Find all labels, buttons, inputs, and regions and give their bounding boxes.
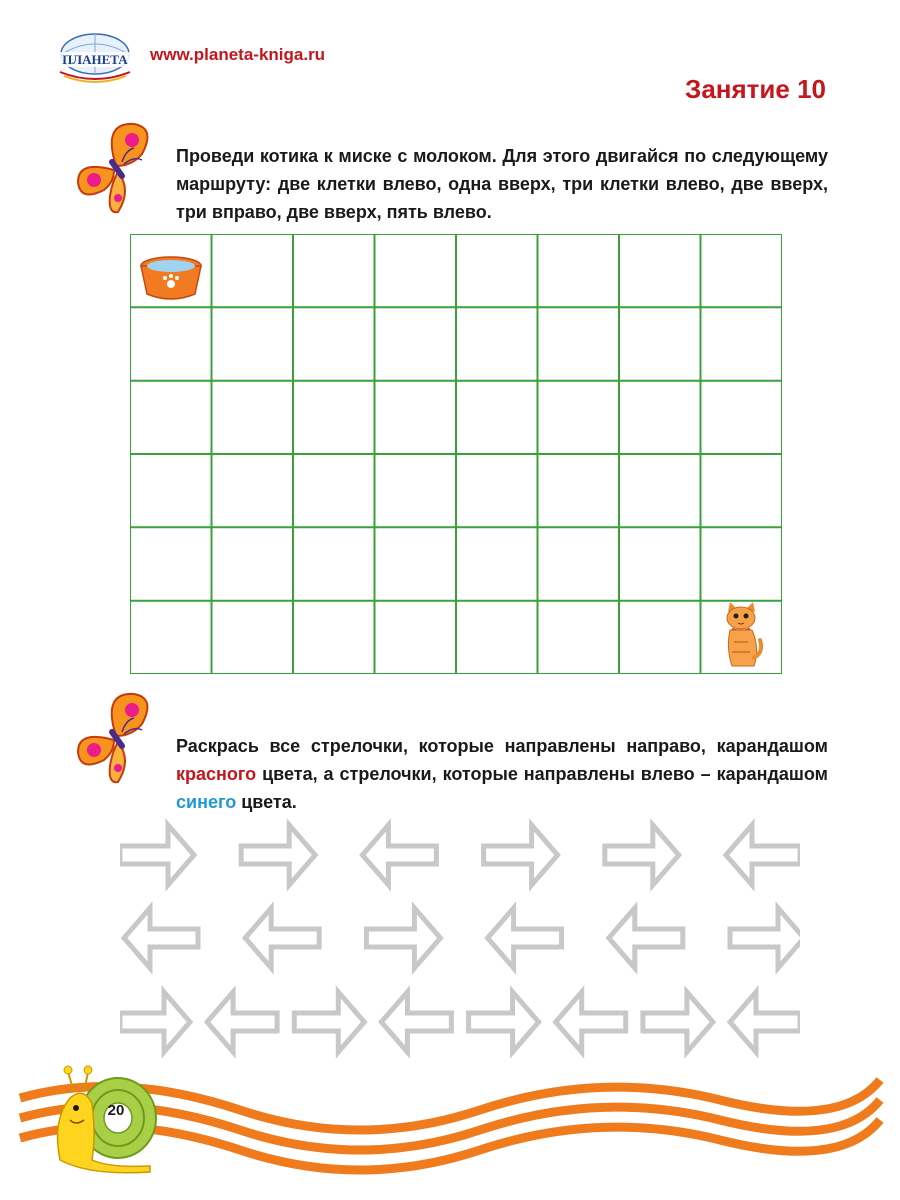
arrow-left-icon[interactable]	[124, 908, 198, 968]
arrow-left-icon[interactable]	[726, 825, 800, 885]
butterfly-icon	[72, 120, 164, 216]
planeta-logo	[52, 30, 138, 86]
page-number: 20	[107, 1102, 125, 1119]
task-2-instructions	[176, 732, 828, 816]
footer-decoration	[0, 1040, 900, 1200]
grid-lines	[130, 234, 782, 674]
arrow-right-icon[interactable]	[120, 825, 194, 885]
arrow-right-icon[interactable]	[605, 825, 679, 885]
red-color-word: красного	[176, 764, 257, 784]
task-2-text-part-3: цвета.	[236, 792, 297, 812]
lesson-title: Занятие 10	[685, 74, 826, 104]
maze-grid[interactable]	[130, 234, 782, 674]
task-2-text-part-1: Раскрась все стрелочки, которые направлены направо, карандашом	[176, 736, 828, 756]
kitten-icon	[727, 602, 761, 666]
arrow-right-icon[interactable]	[730, 908, 800, 968]
arrow-left-icon[interactable]	[609, 908, 683, 968]
logo-text: ПЛАНЕТА	[62, 52, 128, 67]
milk-bowl-icon	[141, 257, 201, 299]
arrow-right-icon[interactable]	[241, 825, 315, 885]
arrow-left-icon[interactable]	[245, 908, 319, 968]
task-1-instructions: Проведи котика к миске с молоком. Для этого двигайся по следующему маршруту: две клетки влево, одна вверх, три клетки влево, две вверх, три вправо, две вверх, пять влево.	[176, 146, 828, 222]
arrows-field	[120, 815, 800, 1060]
blue-color-word: синего	[176, 792, 237, 812]
butterfly-icon	[72, 690, 164, 786]
snail-icon	[58, 1066, 156, 1173]
site-url-link[interactable]: www.planeta-kniga.ru	[150, 45, 326, 64]
arrow-left-icon[interactable]	[362, 825, 436, 885]
arrow-right-icon[interactable]	[484, 825, 558, 885]
arrow-left-icon[interactable]	[488, 908, 562, 968]
arrow-right-icon[interactable]	[366, 908, 440, 968]
task-2-text-part-2: цвета, а стрелочки, которые направлены влево – карандашом	[256, 764, 828, 784]
